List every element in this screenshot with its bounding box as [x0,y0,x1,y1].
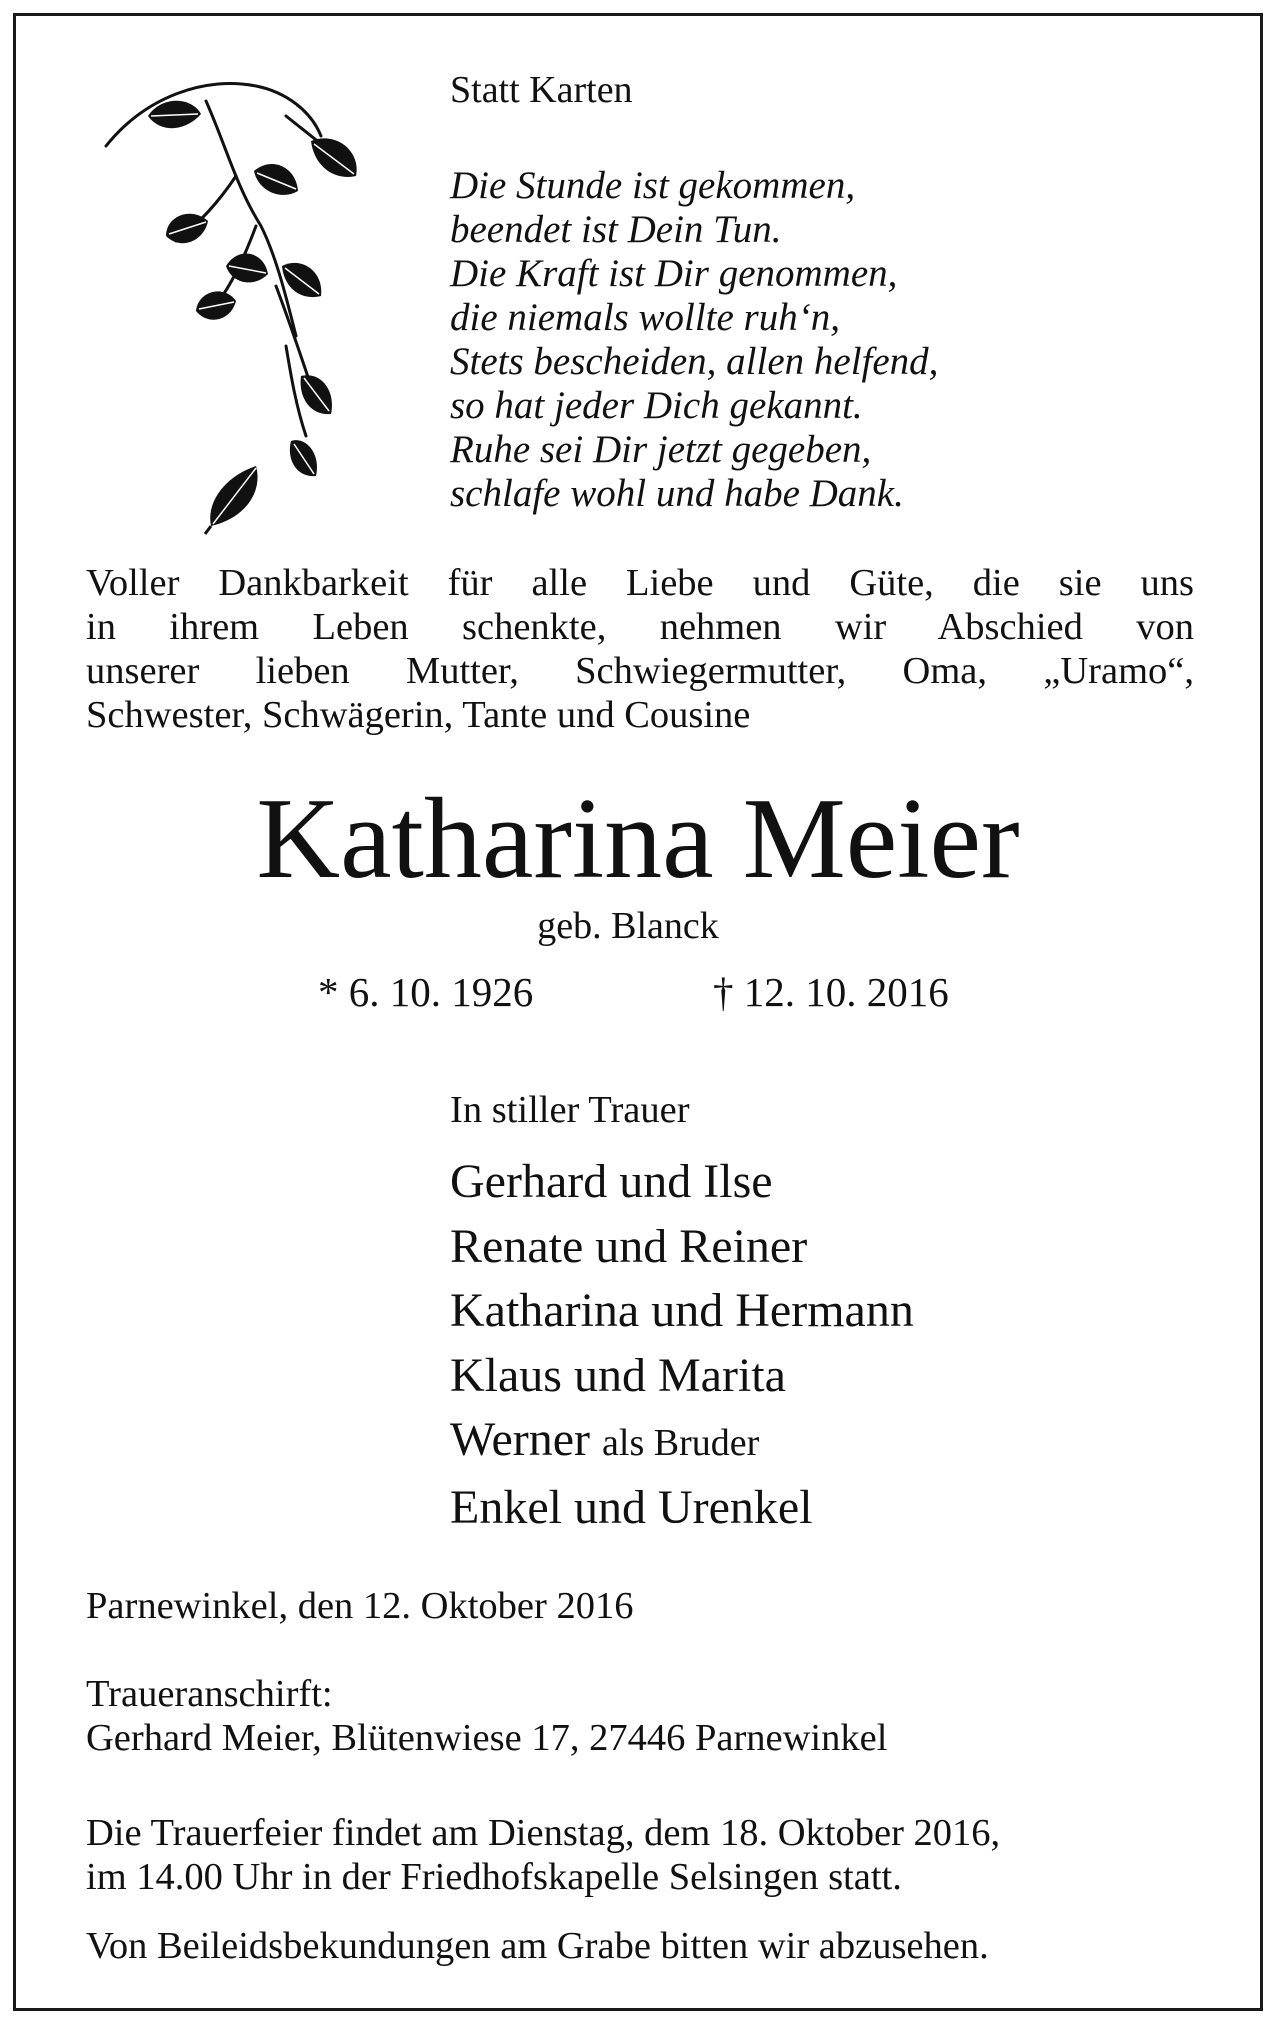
statt-karten-label: Statt Karten [450,69,633,111]
mourners-list [450,1150,914,1540]
service-line: im 14.00 Uhr in der Friedhofskapelle Selsingen statt. [86,1856,902,1898]
intro-line: Voller Dankbarkeit für alle Liebe und Güte, die sie uns [86,562,1194,604]
obituary-notice [13,13,1263,2011]
poem-line: beendet ist Dein Tun. [450,208,782,251]
condolences-note: Von Beileidsbekundungen am Grabe bitten wir abzusehen. [86,1925,989,1967]
mourner-entry: Renate und Reiner [450,1219,808,1273]
brother-note: als Bruder [602,1422,760,1464]
death-date: † 12. 10. 2016 [713,969,949,1015]
intro-line: unserer lieben Mutter, Schwiegermutter, Oma, „Uramo“, [86,650,1194,692]
poem-line: so hat jeder Dich gekannt. [450,384,863,427]
mourning-address: Gerhard Meier, Blütenwiese 17, 27446 Parnewinkel [86,1717,888,1759]
intro-line: in ihrem Leben schenkte, nehmen wir Abschied von [86,606,1194,648]
mourner-entry: Katharina und Hermann [450,1284,914,1337]
mourning-label: In stiller Trauer [450,1089,690,1131]
deceased-name: Katharina Meier [256,775,1020,903]
brother-name: Werner [450,1413,591,1466]
poem-line: schlafe wohl und habe Dank. [450,472,904,515]
mourner-entry: Klaus und Marita [450,1348,786,1402]
service-line: Die Trauerfeier findet am Dienstag, dem 18. Oktober 2016, [86,1812,1001,1854]
address-label: Traueranschirft: [86,1673,333,1715]
poem-line: Die Stunde ist gekommen, [450,164,856,207]
poem-line: Ruhe sei Dir jetzt gegeben, [450,428,872,471]
mourner-entry: Gerhard und Ilse [450,1155,773,1208]
poem [450,164,938,516]
mourner-entry-brother [450,1408,914,1476]
funeral-service-info [86,1811,1000,1899]
poem-line: die niemals wollte ruh‘n, [450,296,840,339]
poem-line: Stets bescheiden, allen helfend, [450,340,939,383]
birth-date: * 6. 10. 1926 [318,969,534,1015]
intro-paragraph [86,561,1194,737]
mourner-entry: Enkel und Urenkel [450,1480,813,1534]
intro-line: Schwester, Schwägerin, Tante und Cousine [86,694,751,736]
falling-leaf-icon [201,456,271,536]
poem-line: Die Kraft ist Dir genommen, [450,252,898,295]
place-date: Parnewinkel, den 12. Oktober 2016 [86,1585,634,1627]
maiden-name: geb. Blanck [537,905,719,947]
